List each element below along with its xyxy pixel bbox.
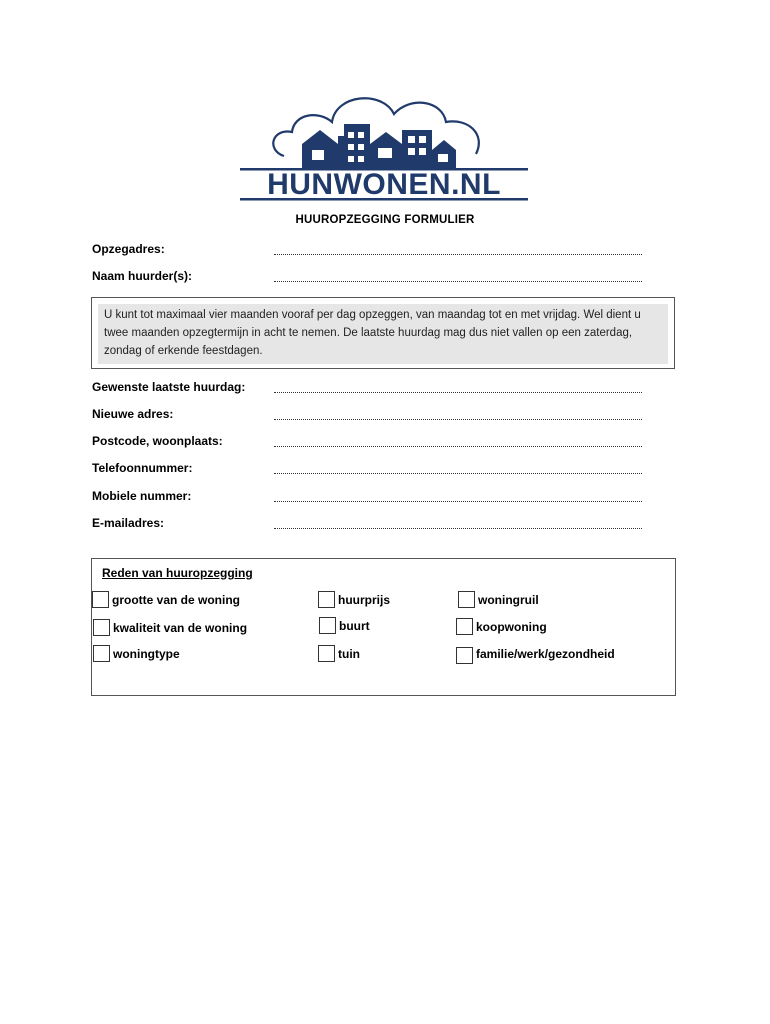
notice-box xyxy=(91,297,675,369)
checkbox[interactable] xyxy=(319,617,336,634)
field-label: Naam huurder(s): xyxy=(92,269,193,283)
field-label: Nieuwe adres: xyxy=(92,407,174,421)
field-label: Telefoonnummer: xyxy=(92,461,193,475)
nieuwe-adres-input[interactable] xyxy=(274,419,642,420)
checkbox[interactable] xyxy=(318,591,335,608)
option-label: tuin xyxy=(338,647,360,661)
laatste-huurdag-input[interactable] xyxy=(274,392,642,393)
field-emailadres xyxy=(92,516,644,532)
notice-text: U kunt tot maximaal vier maanden vooraf per dag opzeggen, van maandag tot en met vrijdag. Wel dient u twee maanden opzegtermijn in acht te nemen. De laatste huurdag mag dus niet vallen op een zaterdag, zondag of erkende feestdagen. xyxy=(98,304,668,364)
reason-title: Reden van huuropzegging xyxy=(102,566,253,580)
field-opzegadres xyxy=(92,242,644,258)
option-label: huurprijs xyxy=(338,593,391,607)
checkbox[interactable] xyxy=(93,619,110,636)
checkbox[interactable] xyxy=(456,647,473,664)
field-label: E-mailadres: xyxy=(92,516,165,530)
field-postcode-woonplaats xyxy=(92,434,644,450)
option-label: woningruil xyxy=(478,593,539,607)
telefoonnummer-input[interactable] xyxy=(274,473,642,474)
checkbox[interactable] xyxy=(92,591,109,608)
field-laatste-huurdag xyxy=(92,380,644,396)
checkbox[interactable] xyxy=(456,618,473,635)
option-label: grootte van de woning xyxy=(112,593,240,607)
option-label: koopwoning xyxy=(476,620,547,634)
field-mobiele-nummer xyxy=(92,489,644,505)
field-nieuwe-adres xyxy=(92,407,644,423)
emailadres-input[interactable] xyxy=(274,528,642,529)
field-label: Gewenste laatste huurdag: xyxy=(92,380,246,394)
mobiele-nummer-input[interactable] xyxy=(274,501,642,502)
form-title: HUUROPZEGGING FORMULIER xyxy=(295,214,475,226)
brand-name: HUNWONEN.NL xyxy=(267,168,501,201)
checkbox[interactable] xyxy=(458,591,475,608)
opzegadres-input[interactable] xyxy=(274,254,642,255)
naam-huurder-input[interactable] xyxy=(274,281,642,282)
field-label: Opzegadres: xyxy=(92,242,165,256)
field-label: Postcode, woonplaats: xyxy=(92,434,223,448)
postcode-woonplaats-input[interactable] xyxy=(274,446,642,447)
checkbox[interactable] xyxy=(318,645,335,662)
field-naam-huurder xyxy=(92,269,644,285)
reason-box xyxy=(91,558,676,696)
option-label: familie/werk/gezondheid xyxy=(476,647,615,661)
option-label: woningtype xyxy=(113,647,180,661)
option-label: buurt xyxy=(339,619,370,633)
option-label: kwaliteit van de woning xyxy=(113,621,248,635)
checkbox[interactable] xyxy=(93,645,110,662)
field-label: Mobiele nummer: xyxy=(92,489,192,503)
field-telefoonnummer xyxy=(92,461,644,477)
